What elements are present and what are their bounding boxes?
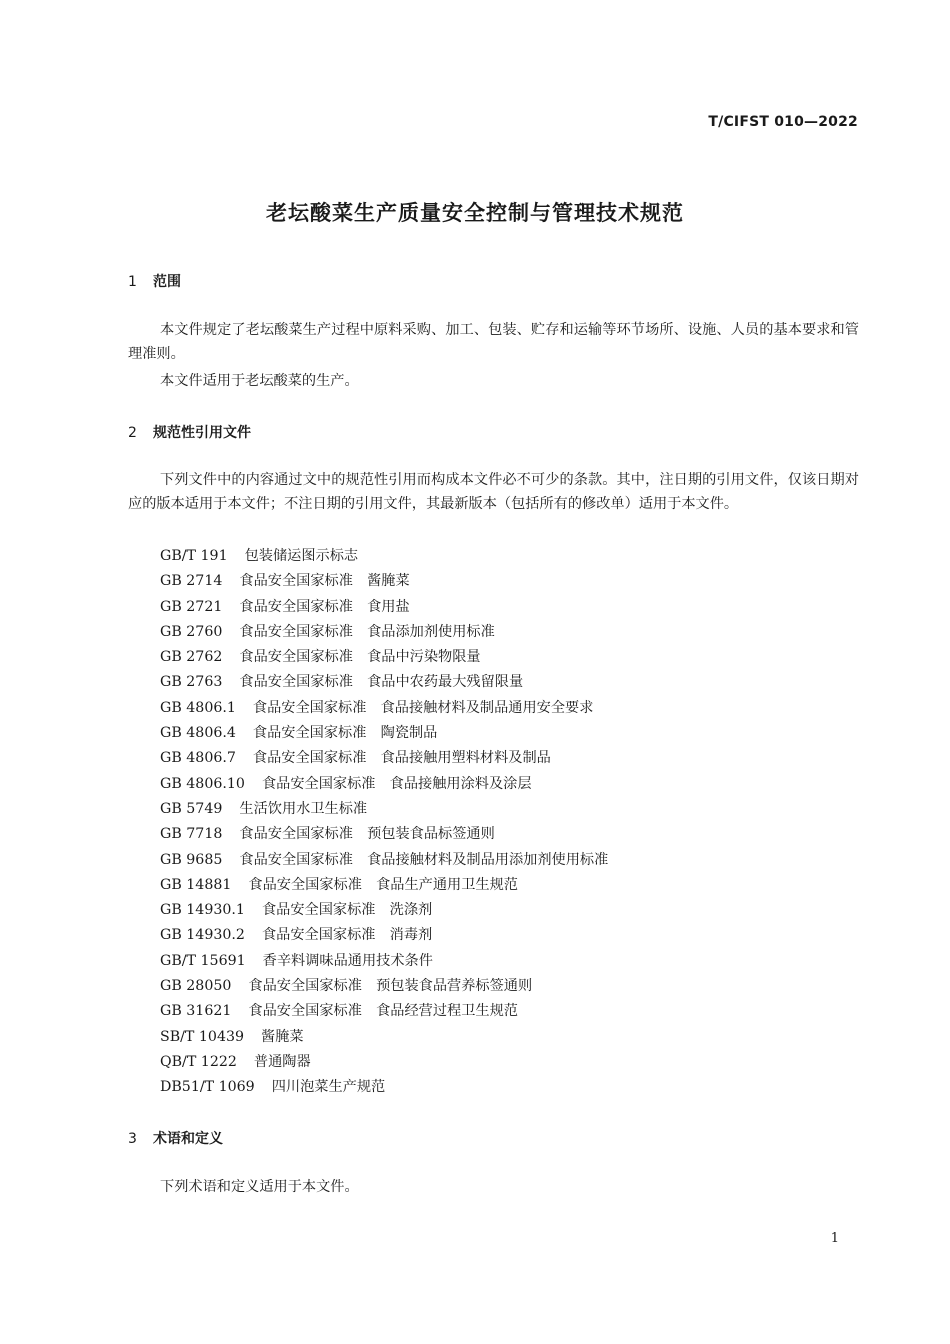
- reference-item: [160, 670, 608, 695]
- reference-title: 食品安全国家标准 食品接触材料及制品用添加剂使用标准: [239, 851, 609, 868]
- reference-list: [160, 544, 608, 1101]
- reference-title: 生活饮用水卫生标准: [239, 800, 368, 817]
- reference-item: [160, 544, 608, 569]
- section-title: 范围: [153, 274, 181, 290]
- document-code: T/CIFST 010—2022: [708, 114, 858, 130]
- reference-code: GB 9685: [160, 851, 223, 868]
- reference-code: GB 4806.7: [160, 750, 236, 767]
- page-number: 1: [830, 1231, 839, 1246]
- scope-applicability-paragraph: 本文件适用于老坛酸菜的生产。: [160, 373, 359, 389]
- section-number: 1: [128, 274, 137, 290]
- reference-code: QB/T 1222: [160, 1053, 237, 1070]
- reference-title: 香辛料调味品通用技术条件: [262, 952, 433, 969]
- reference-title: 食品安全国家标准 食品中污染物限量: [239, 649, 481, 666]
- reference-code: GB 7718: [160, 826, 223, 843]
- reference-title: 食品安全国家标准 陶瓷制品: [252, 725, 438, 742]
- reference-title: 食品安全国家标准 洗涤剂: [261, 902, 433, 919]
- reference-item: [160, 772, 608, 797]
- reference-code: GB 14930.2: [160, 927, 245, 944]
- reference-item: [160, 1050, 608, 1075]
- reference-code: GB/T 15691: [160, 952, 246, 969]
- reference-title: 食品安全国家标准 食品经营过程卫生规范: [248, 1003, 518, 1020]
- reference-code: GB 2721: [160, 598, 223, 615]
- reference-code: GB 4806.1: [160, 699, 236, 716]
- reference-item: [160, 949, 608, 974]
- page-title: 老坛酸菜生产质量安全控制与管理技术规范: [266, 201, 684, 225]
- reference-item: [160, 822, 608, 847]
- reference-code: DB51/T 1069: [160, 1079, 255, 1096]
- section-heading-terms-definitions: [128, 1128, 223, 1148]
- references-intro-paragraph: 下列文件中的内容通过文中的规范性引用而构成本文件必不可少的条款。其中，注日期的引用文件，仅该日期对应的版本适用于本文件；不注日期的引用文件，其最新版本（包括所有的修改单）适用于本文件。: [128, 472, 859, 512]
- reference-item: [160, 746, 608, 771]
- reference-item: [160, 721, 608, 746]
- reference-item: [160, 848, 608, 873]
- reference-title: 食品安全国家标准 食品添加剂使用标准: [239, 623, 495, 640]
- reference-item: [160, 923, 608, 948]
- reference-code: SB/T 10439: [160, 1028, 245, 1045]
- reference-title: 普通陶器: [253, 1053, 311, 1070]
- reference-code: GB 31621: [160, 1003, 232, 1020]
- reference-title: 食品安全国家标准 食用盐: [239, 598, 410, 615]
- reference-item: [160, 1075, 608, 1100]
- reference-title: 食品安全国家标准 食品接触用涂料及涂层: [261, 775, 532, 792]
- reference-title: 包装储运图示标志: [244, 548, 359, 564]
- reference-title: 食品安全国家标准 食品接触用塑料材料及制品: [252, 750, 551, 767]
- reference-title: 食品安全国家标准 食品生产通用卫生规范: [248, 876, 518, 893]
- reference-code: GB 5749: [160, 800, 223, 817]
- reference-code: GB 14881: [160, 876, 232, 893]
- reference-item: [160, 974, 608, 999]
- reference-title: 四川泡菜生产规范: [271, 1079, 386, 1096]
- reference-title: 食品安全国家标准 食品中农药最大残留限量: [239, 674, 524, 691]
- reference-title: 食品安全国家标准 消毒剂: [261, 927, 433, 944]
- reference-item: [160, 797, 608, 822]
- reference-code: GB 28050: [160, 978, 232, 995]
- reference-item: [160, 696, 608, 721]
- reference-item: [160, 620, 608, 645]
- section-title: 术语和定义: [153, 1131, 223, 1147]
- reference-item: [160, 595, 608, 620]
- reference-item: [160, 999, 608, 1024]
- reference-item: [160, 873, 608, 898]
- reference-code: GB 2763: [160, 674, 223, 691]
- reference-code: GB 14930.1: [160, 902, 245, 919]
- reference-code: GB 4806.4: [160, 725, 236, 742]
- reference-title: 酱腌菜: [261, 1028, 304, 1045]
- reference-code: GB 2714: [160, 573, 223, 590]
- reference-title: 食品安全国家标准 预包装食品标签通则: [239, 826, 495, 843]
- section-title: 规范性引用文件: [153, 425, 251, 441]
- reference-code: GB/T 191: [160, 548, 228, 564]
- reference-title: 食品安全国家标准 酱腌菜: [239, 573, 410, 590]
- reference-code: GB 2762: [160, 649, 223, 666]
- reference-item: [160, 569, 608, 594]
- section-number: 2: [128, 425, 137, 441]
- reference-item: [160, 898, 608, 923]
- reference-title: 食品安全国家标准 预包装食品营养标签通则: [248, 978, 533, 995]
- section-number: 3: [128, 1131, 137, 1147]
- reference-item: [160, 645, 608, 670]
- reference-title: 食品安全国家标准 食品接触材料及制品通用安全要求: [252, 699, 594, 716]
- terms-intro-paragraph: 下列术语和定义适用于本文件。: [160, 1179, 359, 1195]
- reference-code: GB 4806.10: [160, 775, 245, 792]
- reference-item: [160, 1025, 608, 1050]
- section-heading-normative-references: [128, 422, 251, 442]
- scope-paragraph: 本文件规定了老坛酸菜生产过程中原料采购、加工、包装、贮存和运输等环节场所、设施、人员的基本要求和管理准则。: [128, 322, 859, 362]
- reference-code: GB 2760: [160, 623, 223, 640]
- section-heading-scope: [128, 271, 181, 291]
